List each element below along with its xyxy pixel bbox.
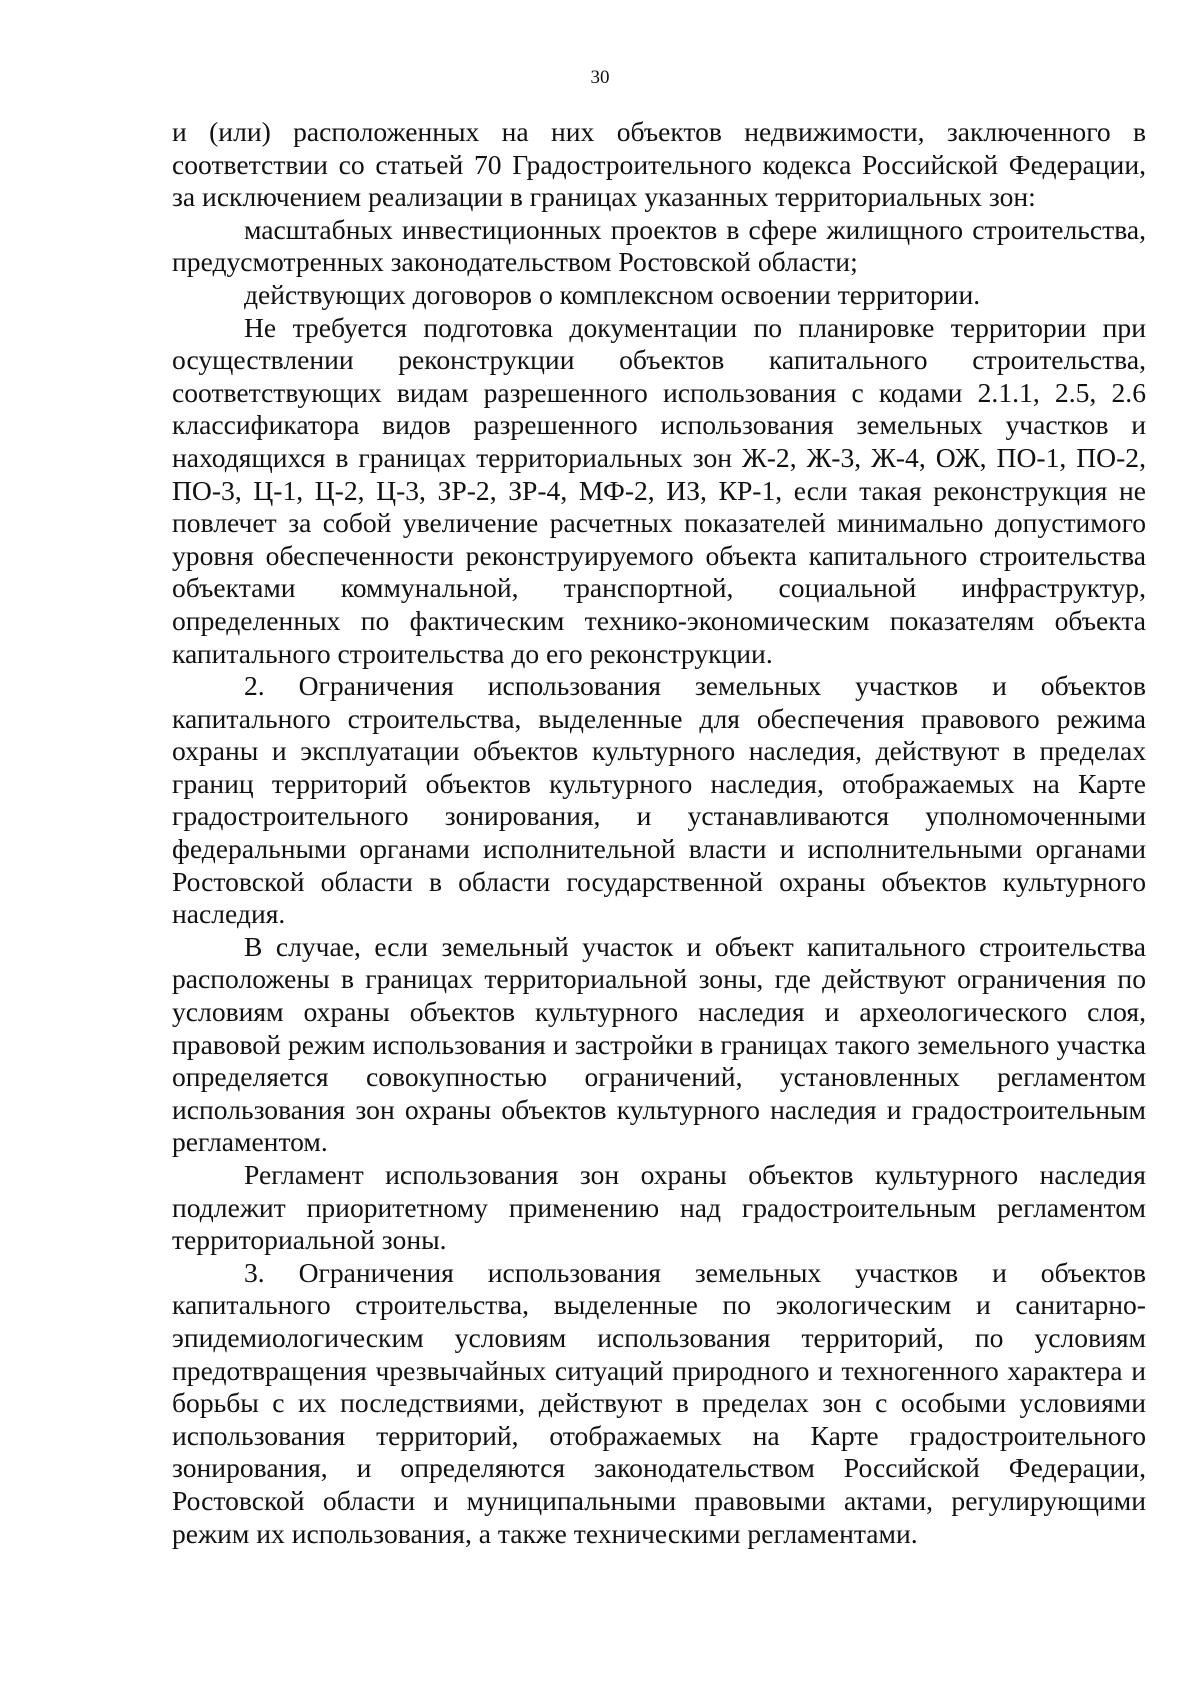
paragraph-large-investment-projects: масштабных инвестиционных проектов в сфере жилищного строительства, предусмотренных законодательством Ростовской области;	[172, 213, 1146, 278]
paragraph-continuation: и (или) расположенных на них объектов недвижимости, заключенного в соответствии со статьей 70 Градостроительного кодекса Российской Федерации, за исключением реализации в границах указанных территориальных зон:	[172, 116, 1146, 213]
paragraph-no-planning-documentation: Не требуется подготовка документации по планировке территории при осуществлении реконструкции объектов капитального строительства, соответствующих видам разрешенного использования с кодами 2.1.1, 2.5, 2.6 классификатора видов разрешенного использования земельных участков и находящихся в границах территориальных зон Ж-2, Ж-3, Ж-4, ОЖ, ПО-1, ПО-2, ПО-3, Ц-1, Ц-2, Ц-3, ЗР-2, ЗР-4, МФ-2, ИЗ, КР-1, если такая реконструкция не повлечет за собой увеличение расчетных показателей минимально допустимого уровня обеспеченности реконструируемого объекта капитального строительства объектами коммунальной, транспортной, социальной инфраструктур, определенных по фактическим технико-экономическим показателям объекта капитального строительства до его реконструкции.	[172, 311, 1146, 669]
paragraph-regulation-priority: Регламент использования зон охраны объектов культурного наследия подлежит приоритетному применению над градостроительным регламентом территориальной зоны.	[172, 1159, 1146, 1256]
paragraph-complex-development-contracts: действующих договоров о комплексном освоении территории.	[244, 278, 981, 310]
paragraph-section-2-cultural-heritage: 2. Ограничения использования земельных участков и объектов капитального строительства, выделенные для обеспечения правового режима охраны и эксплуатации объектов культурного наследия, действуют в пределах границ территорий объектов культурного наследия, отображаемых на Карте градостроительного зонирования, и устанавливаются уполномоченными федеральными органами исполнительной власти и исполнительными органами Ростовской области в области государственной охраны объектов культурного наследия.	[172, 670, 1146, 930]
paragraph-cultural-heritage-zone-case: В случае, если земельный участок и объект капитального строительства расположены в границах территориальной зоны, где действуют ограничения по условиям охраны объектов культурного наследия и археологического слоя, правовой режим использования и застройки в границах такого земельного участка определяется совокупностью ограничений, установленных регламентом использования зон охраны объектов культурного наследия и градостроительным регламентом.	[172, 930, 1146, 1158]
page-number: 30	[590, 67, 610, 88]
document-body	[172, 116, 1146, 1550]
paragraph-section-3-ecological-restrictions: 3. Ограничения использования земельных участков и объектов капитального строительства, выделенные по экологическим и санитарно-эпидемиологическим условиям использования территорий, по условиям предотвращения чрезвычайных ситуаций природного и техногенного характера и борьбы с их последствиями, действуют в пределах зон с особыми условиями использования территорий, отображаемых на Карте градостроительного зонирования, и определяются законодательством Российской Федерации, Ростовской области и муниципальными правовыми актами, регулирующими режим их использования, а также техническими регламентами.	[172, 1256, 1146, 1549]
